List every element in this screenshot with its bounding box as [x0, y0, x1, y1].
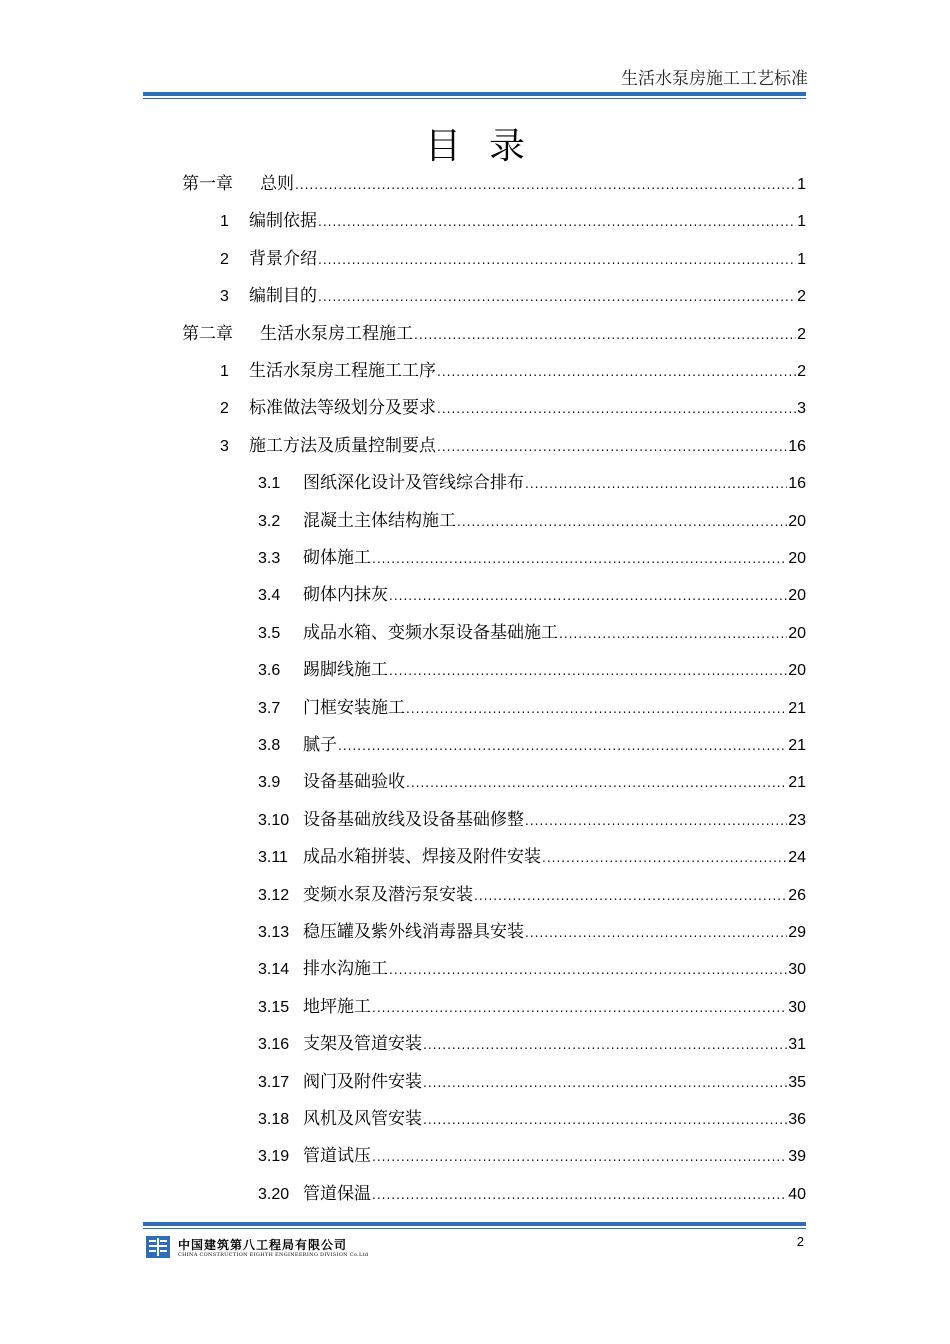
toc-entry-number: 3.10	[258, 811, 290, 829]
toc-entry-title: 门框安装施工	[303, 697, 405, 718]
toc-entry-page: 20	[788, 587, 806, 605]
toc-entry[interactable]	[258, 1182, 806, 1206]
toc-entry-page: 16	[788, 475, 806, 493]
toc-entry[interactable]	[220, 396, 806, 420]
toc-entry-number: 3	[220, 437, 229, 455]
toc-leader-dots	[389, 958, 787, 982]
toc-entry-title: 腻子	[303, 735, 337, 755]
toc-entry-number: 2	[220, 400, 229, 418]
toc-entry[interactable]	[220, 434, 806, 458]
toc-entry-title: 成品水箱拼装、焊接及附件安装	[303, 847, 541, 868]
toc-entry-title: 图纸深化设计及管线综合排布	[303, 473, 524, 494]
toc-leader-dots	[474, 884, 787, 908]
toc-leader-dots	[414, 323, 796, 347]
toc-entry-number: 3.19	[258, 1148, 290, 1166]
toc-entry-title: 成品水箱、变频水泵设备基础施工	[303, 622, 558, 643]
toc-entry-page: 21	[788, 699, 806, 717]
toc-entry-number: 3.13	[258, 924, 290, 941]
toc-entry-title: 施工方法及质量控制要点	[249, 435, 436, 456]
toc-entry[interactable]	[220, 247, 806, 271]
toc-entry[interactable]	[182, 172, 806, 196]
toc-entry[interactable]	[220, 284, 806, 308]
toc-entry[interactable]	[258, 583, 806, 607]
toc-entry-title: 编制目的	[249, 286, 317, 307]
toc-entry[interactable]	[258, 733, 806, 757]
toc-leader-dots	[525, 472, 787, 496]
toc-leader-dots	[406, 771, 787, 795]
toc-entry-number: 1	[220, 213, 229, 231]
toc-entry-title: 地坪施工	[303, 996, 371, 1017]
toc-leader-dots	[423, 1071, 787, 1095]
toc-entry-page: 40	[788, 1185, 806, 1203]
toc-entry-title: 稳压罐及紫外线消毒器具安装	[303, 922, 524, 942]
toc-entry[interactable]	[258, 1107, 806, 1131]
toc-entry-title: 背景介绍	[249, 248, 317, 269]
header-rule-thin	[143, 98, 806, 99]
toc-entry[interactable]	[258, 1032, 806, 1056]
toc-entry[interactable]	[258, 509, 806, 533]
toc-leader-dots	[372, 1145, 787, 1169]
toc-entry-page: 2	[797, 288, 806, 306]
toc-entry[interactable]	[258, 770, 806, 794]
toc-entry-page: 2	[797, 325, 806, 343]
toc-leader-dots	[437, 397, 796, 421]
toc-entry-title: 阀门及附件安装	[303, 1071, 422, 1092]
toc-entry-title: 设备基础验收	[303, 772, 405, 793]
toc-entry[interactable]	[220, 209, 806, 233]
toc-entry-number: 3.1	[258, 475, 281, 493]
toc-entry-number: 3.9	[258, 774, 281, 792]
toc-leader-dots	[318, 285, 796, 309]
toc-title: 目录	[424, 126, 553, 167]
toc-entry[interactable]	[258, 658, 806, 682]
toc-entry-number: 3.20	[258, 1185, 290, 1203]
toc-entry-page: 16	[788, 437, 806, 455]
toc-entry-page: 31	[788, 1036, 806, 1054]
toc-entry-number: 3.3	[258, 550, 281, 567]
toc-leader-dots	[389, 584, 787, 608]
toc-entry-number: 3.8	[258, 737, 281, 754]
toc-leader-dots	[318, 210, 796, 234]
toc-entry-title: 踢脚线施工	[303, 660, 388, 681]
toc-entry[interactable]	[258, 957, 806, 981]
toc-entry-title: 管道保温	[303, 1183, 371, 1204]
toc-leader-dots	[372, 996, 787, 1020]
toc-entry-page: 24	[788, 849, 806, 867]
toc-entry-title: 风机及风管安装	[303, 1109, 422, 1129]
toc-entry[interactable]	[182, 322, 806, 346]
cscec-logo-icon	[146, 1236, 170, 1258]
toc-entry[interactable]	[258, 995, 806, 1019]
company-name-cn: 中国建筑第八工程局有限公司	[178, 1238, 348, 1252]
page-number: 2	[796, 1234, 804, 1249]
toc-leader-dots	[338, 734, 787, 758]
toc-entry-page: 30	[788, 961, 806, 979]
toc-entry-title: 管道试压	[303, 1146, 371, 1167]
toc-entry-title: 总则	[260, 174, 294, 194]
toc-entry-number: 3.12	[258, 886, 290, 904]
toc-leader-dots	[525, 921, 787, 945]
toc-entry-page: 1	[797, 250, 806, 268]
toc-entry-title: 混凝土主体结构施工	[303, 510, 456, 531]
toc-entry-page: 3	[797, 400, 806, 418]
toc-entry-title: 设备基础放线及设备基础修整	[303, 809, 524, 830]
footer-rule-thin	[143, 1228, 806, 1229]
footer-rule	[143, 1222, 806, 1226]
toc-entry[interactable]	[258, 883, 806, 907]
toc-entry-page: 36	[788, 1111, 806, 1128]
toc-leader-dots	[542, 846, 787, 870]
toc-entry-number: 3.11	[258, 849, 288, 867]
toc-entry-page: 30	[788, 998, 806, 1016]
toc-entry-page: 2	[797, 363, 806, 380]
toc-entry-title: 砌体内抹灰	[303, 585, 388, 606]
toc-entry-page: 21	[788, 737, 806, 754]
toc-leader-dots	[295, 173, 796, 197]
header-rule	[143, 92, 806, 96]
toc-entry-title: 标准做法等级划分及要求	[249, 398, 436, 419]
toc-entry-number: 3.17	[258, 1073, 290, 1091]
toc-entry-number: 3.4	[258, 587, 281, 605]
toc-entry-title: 编制依据	[249, 211, 317, 232]
toc-entry[interactable]	[258, 546, 806, 570]
toc-entry-title: 支架及管道安装	[303, 1034, 422, 1055]
toc-entry-number: 3.2	[258, 512, 281, 530]
toc-entry-number: 3.16	[258, 1036, 290, 1054]
toc-entry[interactable]	[258, 621, 806, 645]
toc-leader-dots	[457, 510, 787, 534]
toc-entry-title: 砌体施工	[303, 548, 371, 568]
toc-leader-dots	[389, 659, 787, 683]
toc-leader-dots	[406, 697, 787, 721]
toc-leader-dots	[437, 435, 787, 459]
toc-leader-dots	[423, 1033, 787, 1057]
toc-leader-dots	[525, 809, 787, 833]
toc-entry-number: 3.15	[258, 998, 290, 1016]
toc-entry-page: 39	[788, 1148, 806, 1166]
toc-entry-number: 3.18	[258, 1111, 290, 1128]
toc-entry[interactable]	[258, 1070, 806, 1094]
toc-entry-page: 35	[788, 1073, 806, 1091]
toc-entry-title: 生活水泵房工程施工工序	[249, 361, 436, 381]
toc-leader-dots	[437, 360, 796, 384]
toc-entry-number: 3.7	[258, 699, 281, 717]
toc-entry-number: 1	[220, 363, 229, 380]
toc-entry-page: 20	[788, 512, 806, 530]
toc-entry-number: 第一章	[182, 174, 233, 194]
toc-entry[interactable]	[258, 471, 806, 495]
toc-entry-number: 3	[220, 288, 229, 306]
toc-entry-page: 26	[788, 886, 806, 904]
toc-leader-dots	[372, 547, 787, 571]
toc-entry-page: 1	[797, 213, 806, 231]
toc-entry-title: 变频水泵及潜污泵安装	[303, 884, 473, 905]
toc-entry-number: 2	[220, 250, 229, 268]
toc-entry[interactable]	[258, 1144, 806, 1168]
toc-leader-dots	[318, 248, 796, 272]
toc-entry-number: 3.6	[258, 662, 281, 680]
toc-entry-number: 第二章	[182, 323, 233, 344]
toc-entry[interactable]	[258, 920, 806, 944]
toc-entry[interactable]	[258, 696, 806, 720]
header-title: 生活水泵房施工工艺标准	[621, 69, 808, 89]
toc-entry-page: 20	[788, 624, 806, 642]
toc-entry-number: 3.14	[258, 961, 290, 979]
toc-entry-page: 20	[788, 550, 806, 567]
toc-entry[interactable]	[258, 808, 806, 832]
toc-entry[interactable]	[258, 845, 806, 869]
toc-entry-page: 21	[788, 774, 806, 792]
toc-leader-dots	[372, 1183, 787, 1207]
toc-entry-page: 1	[797, 176, 806, 193]
toc-entry-title: 排水沟施工	[303, 959, 388, 980]
toc-leader-dots	[559, 622, 787, 646]
toc-entry-title: 生活水泵房工程施工	[260, 323, 413, 344]
toc-entry-page: 29	[788, 924, 806, 941]
toc-entry-page: 23	[788, 811, 806, 829]
company-name-en: CHINA CONSTRUCTION EIGHTH ENGINEERING DIVISION Co.Ltd	[178, 1252, 369, 1258]
toc-entry-number: 3.5	[258, 624, 281, 642]
toc-leader-dots	[423, 1108, 787, 1132]
toc-entry-page: 20	[788, 662, 806, 680]
toc-entry[interactable]	[220, 359, 806, 383]
